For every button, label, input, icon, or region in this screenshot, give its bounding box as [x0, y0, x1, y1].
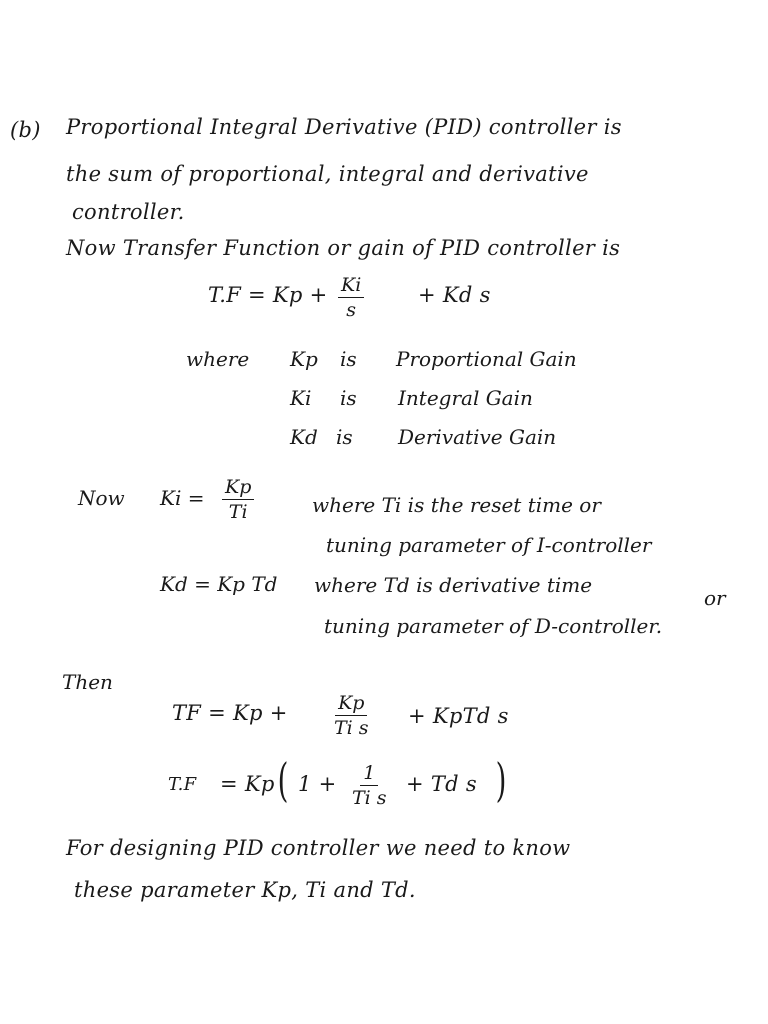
eq3-close-paren: ) [495, 753, 507, 807]
ki-fraction-denominator: Ti [228, 501, 248, 523]
kd-desc-1: where Td is derivative time [314, 573, 593, 597]
gain-row-2-desc: Integral Gain [398, 386, 533, 410]
eq1-fraction-numerator: Ki [338, 276, 364, 298]
kd-or: or [704, 586, 726, 610]
then-label: Then [62, 670, 113, 694]
ki-fraction [222, 478, 254, 522]
eq2-fraction-numerator: Kp [335, 694, 367, 716]
gain-row-3-is: is [336, 425, 353, 449]
ki-now: Now [78, 486, 125, 510]
gain-row-3-desc: Derivative Gain [398, 425, 557, 449]
section-label: (b) [10, 118, 41, 142]
eq3-inner-b: + Td s [406, 772, 477, 796]
eq3-equals-kp: = Kp [220, 772, 275, 796]
gain-row-1-is: is [340, 347, 357, 371]
gain-row-1-prefix: where [186, 347, 250, 371]
eq3-open-paren: ( [277, 753, 289, 807]
eq1-fraction-denominator: s [346, 299, 357, 321]
closing-line-2: these parameter Kp, Ti and Td. [74, 878, 416, 902]
intro-line-2: the sum of proportional, integral and derivative [66, 162, 589, 186]
ki-desc-1: where Ti is the reset time or [312, 493, 601, 517]
eq2-fraction [334, 694, 369, 738]
ki-lhs: Ki = [160, 486, 205, 510]
eq3-inner-a: 1 + [298, 772, 337, 796]
eq2-rhs: + KpTd s [408, 704, 509, 728]
intro-line-1: Proportional Integral Derivative (PID) controller is [66, 115, 622, 139]
eq1-fraction [338, 276, 364, 320]
eq3-lhs: T.F [168, 774, 197, 795]
tf-intro-line: Now Transfer Function or gain of PID controller is [66, 236, 621, 260]
kd-lhs: Kd = Kp Td [160, 572, 278, 596]
eq1-lhs: T.F = Kp + [208, 283, 328, 307]
intro-line-3: controller. [72, 200, 185, 224]
eq3-fraction-numerator: 1 [360, 764, 378, 786]
gain-row-1-symbol: Kp [290, 347, 318, 371]
ki-desc-2: tuning parameter of I-controller [326, 533, 652, 557]
ki-fraction-numerator: Kp [222, 478, 254, 500]
eq3-fraction-denominator: Ti s [352, 787, 387, 809]
eq2-lhs: TF = Kp + [172, 701, 288, 725]
eq1-rhs: + Kd s [418, 283, 491, 307]
gain-row-3-symbol: Kd [290, 425, 318, 449]
gain-row-1-desc: Proportional Gain [396, 347, 577, 371]
kd-desc-2: tuning parameter of D-controller. [324, 614, 663, 638]
gain-row-2-is: is [340, 386, 357, 410]
eq3-fraction [352, 764, 387, 808]
eq2-fraction-denominator: Ti s [334, 717, 369, 739]
gain-row-2-symbol: Ki [290, 386, 312, 410]
closing-line-1: For designing PID controller we need to know [66, 836, 571, 860]
